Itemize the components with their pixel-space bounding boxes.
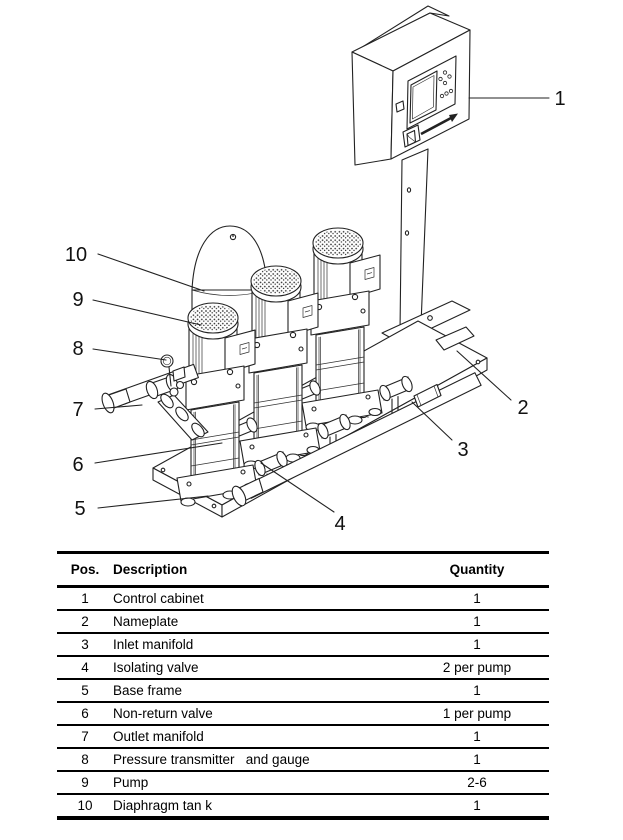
pos-cell: 6 (57, 702, 113, 725)
quantity-cell: 1 (405, 679, 549, 702)
callout-7: 7 (72, 399, 84, 421)
pos-cell: 5 (57, 679, 113, 702)
pos-cell: 2 (57, 610, 113, 633)
pos-cell: 1 (57, 587, 113, 611)
pos-cell: 9 (57, 771, 113, 794)
callout-4: 4 (334, 513, 346, 535)
pos-cell: 3 (57, 633, 113, 656)
description-cell: Inlet manifold (113, 633, 405, 656)
callout-9: 9 (72, 289, 84, 311)
callout-5: 5 (74, 498, 86, 520)
pos-cell: 8 (57, 748, 113, 771)
description-cell: Outlet manifold (113, 725, 405, 748)
callout-10: 10 (64, 244, 88, 266)
table-row (57, 633, 549, 656)
header-quantity: Quantity (405, 553, 549, 587)
table-row (57, 748, 549, 771)
quantity-cell: 2-6 (405, 771, 549, 794)
quantity-cell: 1 (405, 587, 549, 611)
quantity-cell: 2 per pump (405, 656, 549, 679)
table-row (57, 702, 549, 725)
callout-3: 3 (457, 439, 469, 461)
quantity-cell: 1 (405, 748, 549, 771)
pos-cell: 4 (57, 656, 113, 679)
table-row (57, 610, 549, 633)
description-cell: Pressure transmitter and gauge (113, 748, 405, 771)
table-row (57, 679, 549, 702)
callout-6: 6 (72, 454, 84, 476)
quantity-cell: 1 (405, 725, 549, 748)
table-row (57, 587, 549, 611)
callout-2: 2 (517, 397, 529, 419)
table-row (57, 771, 549, 794)
table-row (57, 794, 549, 818)
control-cabinet (352, 13, 470, 165)
header-pos: Pos. (57, 553, 113, 587)
parts-table (57, 551, 549, 820)
header-description: Description (113, 553, 405, 587)
description-cell: Pump (113, 771, 405, 794)
description-cell: Diaphragm tan k (113, 797, 213, 813)
description-cell: Control cabinet (113, 587, 405, 611)
description-cell: Nameplate (113, 610, 405, 633)
table-header-row (57, 553, 549, 587)
pos-cell: 7 (57, 725, 113, 748)
callout-1: 1 (554, 88, 566, 110)
quantity-cell: 1 (405, 633, 549, 656)
description-cell: Base frame (113, 679, 405, 702)
description-cell: Isolating valve (113, 656, 405, 679)
pos-cell: 10 (77, 797, 93, 813)
callout-8: 8 (72, 338, 84, 360)
quantity-cell: 1 (405, 610, 549, 633)
quantity-cell: 1 per pump (405, 702, 549, 725)
table-row (57, 725, 549, 748)
table-row (57, 656, 549, 679)
description-cell: Non-return valve (113, 702, 405, 725)
quantity-cell: 1 (473, 797, 481, 813)
